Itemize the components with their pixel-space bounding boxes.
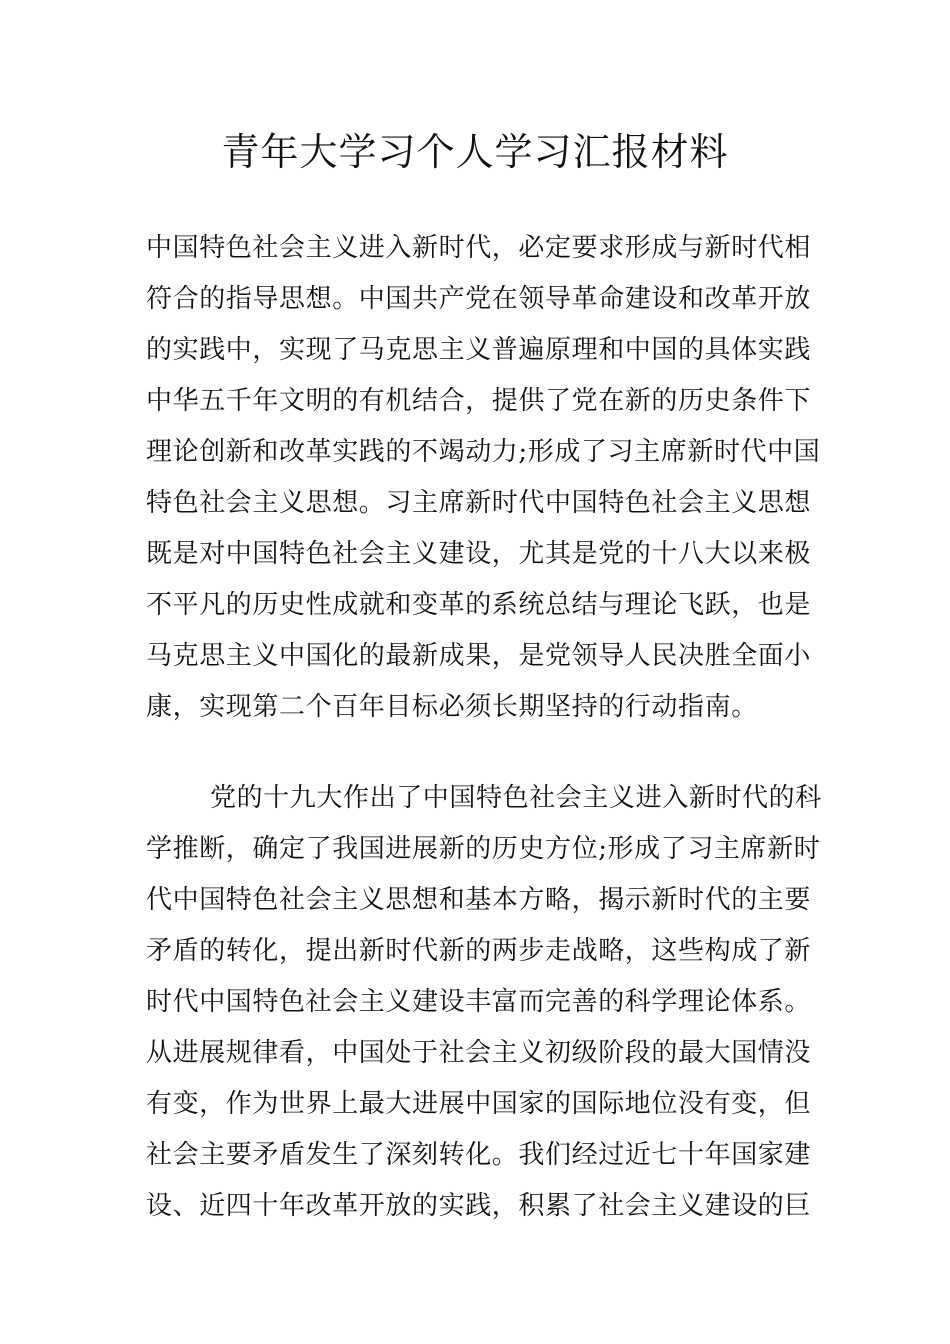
paragraph-line: 不平凡的历史性成就和变革的系统总结与理论飞跃，也是 — [146, 590, 812, 620]
paragraph-line: 的实践中，实现了马克思主义普遍原理和中国的具体实践 — [146, 335, 812, 365]
paragraph-line: 从进展规律看，中国处于社会主义初级阶段的最大国情没 — [146, 1038, 812, 1068]
paragraph-line: 中华五千年文明的有机结合，提供了党在新的历史条件下 — [146, 386, 812, 416]
paragraph-line: 设、近四十年改革开放的实践，积累了社会主义建设的巨 — [146, 1191, 812, 1221]
paragraph-line: 符合的指导思想。中国共产党在领导革命建设和改革开放 — [146, 284, 812, 314]
paragraph-line: 理论创新和改革实践的不竭动力;形成了习主席新时代中国 — [146, 437, 821, 467]
paragraph-1 — [146, 223, 820, 733]
paragraph-line: 马克思主义中国化的最新成果，是党领导人民决胜全面小 — [146, 641, 812, 671]
paragraph-line: 社会主要矛盾发生了深刻转化。我们经过近七十年国家建 — [146, 1140, 812, 1170]
paragraph-line: 既是对中国特色社会主义建设，尤其是党的十八大以来极 — [146, 539, 812, 569]
paragraph-line: 学推断，确定了我国进展新的历史方位;形成了习主席新时 — [146, 834, 821, 864]
paragraph-2 — [146, 773, 822, 1232]
paragraph-line: 康，实现第二个百年目标必须长期坚持的行动指南。 — [146, 692, 758, 722]
paragraph-line: 中国特色社会主义进入新时代，必定要求形成与新时代相 — [146, 233, 812, 263]
paragraph-line: 矛盾的转化，提出新时代新的两步走战略，这些构成了新 — [146, 936, 812, 966]
paragraph-line: 党的十九大作出了中国特色社会主义进入新时代的科 — [210, 783, 822, 813]
paragraph-line: 时代中国特色社会主义建设丰富而完善的科学理论体系。 — [146, 987, 812, 1017]
paragraph-line: 有变，作为世界上最大进展中国家的国际地位没有变，但 — [146, 1089, 812, 1119]
paragraph-line: 代中国特色社会主义思想和基本方略，揭示新时代的主要 — [146, 885, 812, 915]
paragraph-line: 特色社会主义思想。习主席新时代中国特色社会主义思想 — [146, 488, 812, 518]
document-title: 青年大学习个人学习汇报材料 — [221, 130, 729, 174]
